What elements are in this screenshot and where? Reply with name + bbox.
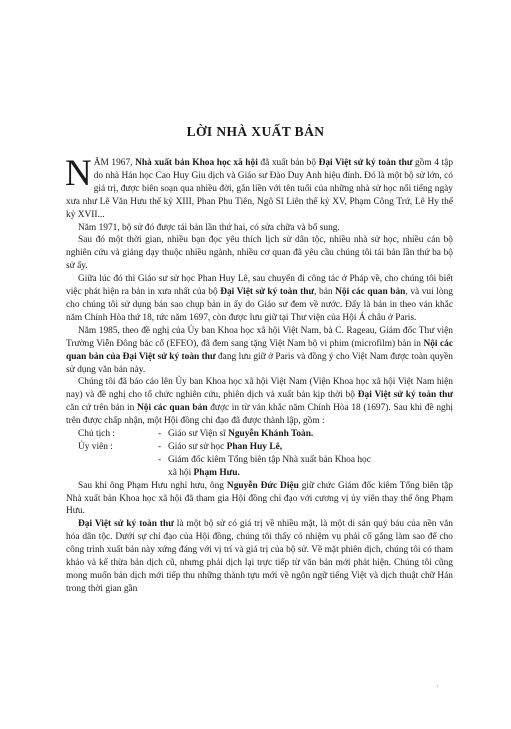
paragraph-2 xyxy=(66,222,453,235)
member-2-name xyxy=(66,467,453,480)
paragraph-1-text xyxy=(65,153,454,220)
bold-text: Nội các quan bản xyxy=(137,403,208,414)
list-dash: - xyxy=(158,441,162,452)
text-run: Sau đó một thời gian, nhiều bạn đọc yêu thích lịch sử dân tộc, nhiều nhà sử học, nhiều cán bộ nghiên cứu và giảng dạy thuộc nhiều ngành, nhiều cơ quan đã yêu cầu chúng tôi tái bản lần thứ ba bộ sử ấy. xyxy=(66,235,453,272)
paragraph-5 xyxy=(66,325,453,377)
member-role-label: Ủy viên : xyxy=(78,441,113,452)
bold-text: Nội các quan bản của Đại Việt sử ký toàn thư xyxy=(66,338,454,362)
text-run: Giữa lúc đó thì Giáo sư sử học Phan Huy Lê, sau chuyến đi công tác ở Pháp về, cho chúng tôi biết việc phát hiện ra bản in xưa nhất của bộ xyxy=(66,274,453,298)
bold-text: Đại Việt sử ký toàn thư xyxy=(78,519,174,530)
text-run: Giáo sư sử học xyxy=(168,441,227,452)
paragraph-3 xyxy=(66,234,453,273)
bold-text: Nguyễn Khánh Toàn. xyxy=(228,429,314,440)
committee-row-member-2 xyxy=(66,454,453,467)
chair-role-label: Chủ tịch : xyxy=(78,429,115,440)
text-run: gồm 4 tập do nhà Hán học Cao Huy Giu dịch và Giáo sư Đào Duy Anh hiệu đính. Đó là một bộ sử lớn, có giá trị, được biên soạn qua nhiều đời, gắn liền với tên tuổi của những nhà sử học nổi tiếng ngày xưa như Lê Văn Hưu thế kỷ XIII, Phan Phu Tiên, Ngô Sĩ Liên thế kỷ XV, Phạm Công Trứ, Lê Hy thế kỷ XVII... xyxy=(66,158,454,220)
paragraph-4 xyxy=(66,273,453,325)
paragraph-7 xyxy=(66,480,453,519)
text-run: , bản xyxy=(314,287,336,298)
text-run: căn cứ trên bản in xyxy=(66,403,138,414)
text-run: xã hội xyxy=(168,467,194,478)
bold-text: Nội các quan bản xyxy=(335,287,406,298)
page-title: LỜI NHÀ XUẤT BẢN xyxy=(186,124,325,139)
drop-cap: N xyxy=(65,153,92,194)
committee-list xyxy=(66,428,453,480)
text-run: được in từ ván khắc năm Chính Hòa 18 (1697). Sau khi đề nghị trên được chấp nhận, một Hội đồng chỉ đạo đã được thành lập, gồm : xyxy=(66,403,453,427)
bold-text: Nhà xuất bản Khoa học xã hội xyxy=(135,158,258,168)
member-2-title: Giám đốc kiêm Tổng biên tập Nhà xuất bản Khoa học xyxy=(168,454,371,465)
paragraph-8 xyxy=(66,518,453,595)
text-run: đang lưu giữ ở Paris và đồng ý cho Việt Nam được toàn quyền sử dụng văn bản này. xyxy=(66,351,453,375)
list-dash: - xyxy=(158,454,162,465)
text-run: giữ chức Giám đốc kiêm Tổng biên tập Nhà xuất bản Khoa học xã hội đã tham gia Hội đồng chỉ đạo với cương vị ủy viên thay thế ông Phạm Hưu. xyxy=(66,480,453,517)
text-run: là một bộ sử có giá trị về nhiều mặt, là một di sản quý báu của nền văn hóa dân tộc. Dưới sự chỉ đạo của Hội đồng, chúng tôi thấy có nhiệm vụ phải cố gắng làm sao để cho công trình xuất bản này xứng đáng với vị trí và giá trị của bộ sử. Về mặt phiên dịch, chúng tôi có tham khảo và kế thừa bản dịch cũ, nhưng phải dịch lại trực tiếp từ văn bản mới phát hiện. Chúng tôi cũng mong muốn bản dịch mới tiếp thu những thành tựu mới về ngôn ngữ tiếng Việt và dịch thuật chữ Hán trong thời gian gần xyxy=(66,519,453,594)
document-body xyxy=(65,153,454,596)
text-run: Chúng tôi đã báo cáo lên Ủy ban Khoa học xã hội Việt Nam (Viện Khoa học xã hội Việt Nam hiện nay) và đề nghị cho tổ chức nghiên cứu, phiên dịch và xuất bản kịp thời bộ xyxy=(66,377,453,401)
committee-row-member-1 xyxy=(66,441,453,454)
paragraph-1 xyxy=(65,153,454,222)
committee-row-chair xyxy=(66,428,453,441)
text-run: đã xuất bản bộ xyxy=(257,158,319,168)
text-run: , và vui lòng cho chúng tôi sử dụng bản sao chụp bản in ấy do Giáo sư đem về nước. Đấy là bản in theo ván khắc năm Chính Hòa thứ 18, tức năm 1697, còn được lưu giữ tại Thư viện của Hội Á châu ở Paris. xyxy=(66,287,453,323)
member-1-name xyxy=(168,441,453,454)
page-mark: · xyxy=(436,682,439,691)
text-run: Năm 1985, theo đề nghị của Ủy ban Khoa học xã hội Việt Nam, bà C. Rageau, Giám đốc Thư viện Trường Viễn Đông bác cổ (EFEO), đã đem sang tặng Việt Nam bộ vi phim (microfilm) bản in xyxy=(66,325,453,349)
text-run: Năm 1971, bộ sử đó được tái bản lần thứ hai, có sửa chữa và bổ sung. xyxy=(78,222,340,233)
chair-name xyxy=(168,428,453,441)
bold-text: Phan Huy Lê, xyxy=(226,441,283,452)
text-run: Giáo sư Viện sĩ xyxy=(168,429,229,440)
text-run: Sau khi ông Phạm Hưu nghỉ hưu, ông xyxy=(78,480,227,491)
bold-text: Đại Việt sử ký toàn thư xyxy=(220,287,315,298)
list-dash: - xyxy=(158,429,162,440)
bold-text: Nguyễn Đức Diệu xyxy=(226,480,299,491)
bold-text: Đại Việt sử ký toàn thư xyxy=(357,390,453,401)
paragraph-6 xyxy=(66,376,453,428)
bold-text: Đại Việt sử ký toàn thư xyxy=(318,158,413,168)
text-run: ĂM 1967, xyxy=(93,158,136,168)
bold-text: Phạm Hưu. xyxy=(193,467,240,478)
